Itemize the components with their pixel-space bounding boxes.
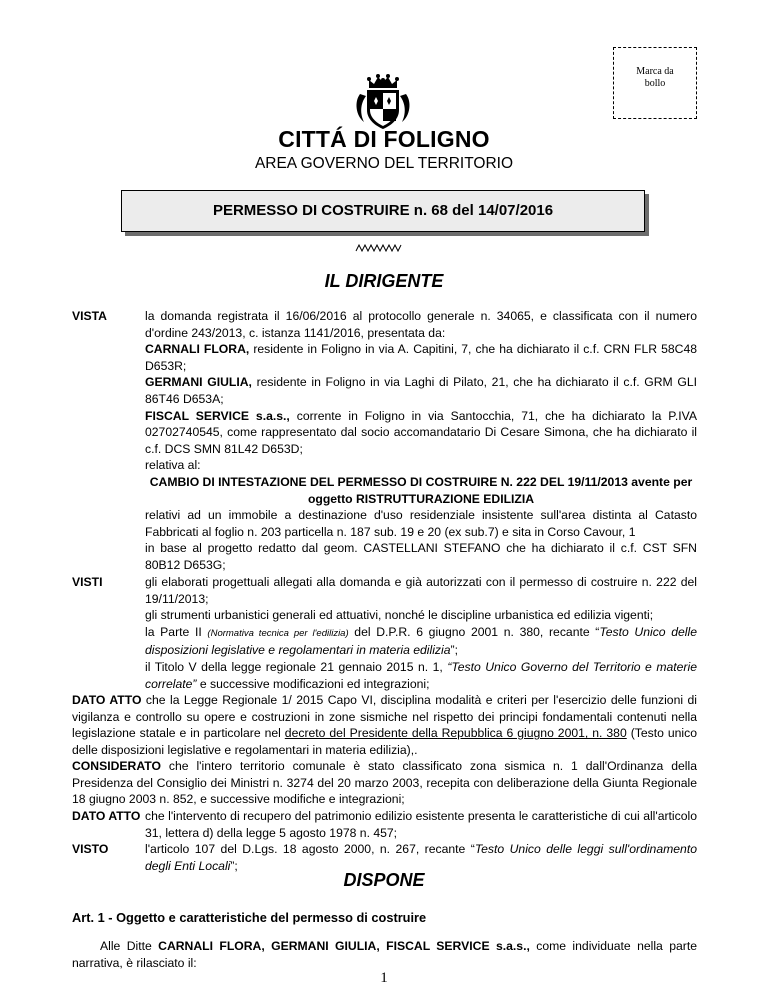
section-dato-atto-2: [145, 808, 697, 841]
label-considerato: CONSIDERATO: [72, 759, 161, 773]
article-names: CARNALI FLORA, GERMANI GIULIA, FISCAL SERVICE s.a.s.,: [158, 939, 530, 953]
visti-3-small: (Normativa tecnica per l'edilizia): [207, 627, 349, 639]
stamp-line-1: Marca da: [636, 66, 674, 77]
applicant-1-name: CARNALI FLORA,: [145, 342, 250, 357]
visti-4b: e successive modificazioni ed integrazioni;: [196, 676, 430, 691]
section-considerato: [72, 758, 697, 808]
article-alle: Alle Ditte: [100, 939, 159, 953]
applicant-2: [145, 374, 697, 407]
visto-italic: Testo Unico delle leggi sull'ordinamento degli Enti Locali: [145, 842, 697, 873]
applicant-3: [145, 408, 697, 458]
stamp-line-2: bollo: [644, 78, 666, 89]
city-name: CITTÁ DI FOLIGNO: [278, 126, 490, 152]
project-author: in base al progetto redatto dal geom. CASTELLANI STEFANO che ha dichiarato il c.f. CST SFN 80B12 D653G;: [145, 541, 697, 572]
visti-3c: ”;: [450, 643, 458, 658]
visto-a: l'articolo 107 del D.Lgs. 18 agosto 2000, n. 267, recante “: [145, 842, 475, 856]
visti-4-italic: “Testo Unico Governo del Territorio e materie correlate”: [145, 659, 697, 691]
applicant-1: [145, 341, 697, 374]
label-vista: VISTA: [72, 309, 107, 323]
applicant-3-details: corrente in Foligno in via Santocchia, 71, che ha dichiarato la P.IVA 02702740545, come rappresentato dal socio accomandatario Di Cesare Simona, che ha dichiarato il c.f. DCS SMN 81L42 D653D;: [145, 408, 697, 456]
permit-title: PERMESSO DI COSTRUIRE n. 68 del 14/07/2016: [212, 202, 554, 219]
property-description: relativi ad un immobile a destinazione d'uso residenziale insistente sull'area distinta al Catasto Fabbricati al foglio n. 203 particella n. 187 sub. 19 e 20 (ex sub.7) e sita in Corso Cavour, 1: [145, 508, 697, 539]
relativa-al: relativa al:: [145, 458, 201, 473]
considerato-text: che l'intero territorio comunale è stato classificato zona sismica n. 1 dall'Ordinanza della Presidenza del Consiglio dei Ministri n. 3274 del 20 marzo 2003, recepita con deliberazione della Giunta Regionale 18 giugno 2003 n. 852, e successive modifiche e integrazioni;: [72, 759, 697, 807]
label-visti: VISTI: [72, 575, 103, 589]
visti-3-italic: Testo Unico delle disposizioni legislative e regolamentari in materia edilizia: [145, 624, 697, 658]
vista-intro: la domanda registrata il 16/06/2016 al protocollo generale n. 34065, e classificata con il numero d'ordine 243/2013, c. istanza 1141/2016, presentata da:: [145, 309, 697, 340]
visti-3a: la Parte II: [145, 624, 208, 639]
heading-dispone: DISPONE: [343, 870, 425, 890]
label-dato-atto-1: DATO ATTO: [72, 693, 142, 707]
applicant-1-details: residente in Foligno in via A. Capitini, 7, che ha dichiarato il c.f. CRN FLR 58C48 D653R;: [145, 342, 697, 373]
cambio-line-2: oggetto RISTRUTTURAZIONE EDILIZIA: [307, 491, 535, 506]
heading-il-dirigente: IL DIRIGENTE: [324, 271, 444, 291]
article-1-title: Art. 1 - Oggetto e caratteristiche del permesso di costruire: [72, 910, 427, 925]
marca-da-bollo-box: [613, 47, 697, 119]
permit-title-box: [121, 190, 645, 232]
visti-3b: del D.P.R. 6 giugno 2001 n. 380, recante “: [348, 624, 600, 639]
label-visto: VISTO: [72, 842, 109, 856]
page-number: 1: [380, 970, 388, 986]
dpr-380-link[interactable]: decreto del Presidente della Repubblica 6 giugno 2001, n. 380: [284, 726, 627, 741]
department-name: AREA GOVERNO DEL TERRITORIO: [254, 155, 514, 172]
section-dato-atto-1: [72, 692, 697, 758]
dato-atto-1-text: che la Legge Regionale 1/ 2015 Capo VI, disciplina modalità e criteri per l'esercizio delle funzioni di vigilanza e controllo su opere e costruzioni in zone sismiche nel rispetto dei principi fondamentali contenuti nella legislazione statale e in particolare nel: [72, 693, 697, 741]
dato-atto-2-text: che l'intervento di recupero del patrimonio edilizio esistente presenta le caratteristiche di cui all'articolo 31, lettera d) della legge 5 agosto 1978 n. 457;: [145, 809, 697, 840]
applicant-2-details: residente in Foligno in via Laghi di Pilato, 21, che ha dichiarato il c.f. GRM GLI 86T46 D653A;: [145, 375, 697, 406]
cambio-line-1: CAMBIO DI INTESTAZIONE DEL PERMESSO DI COSTRUIRE N. 222 DEL 19/11/2013 avente per: [149, 474, 693, 489]
dato-atto-1-end: (Testo unico delle disposizioni legislative e regolamentari in materia edilizia),.: [72, 726, 697, 757]
visti-line-3: [145, 624, 697, 659]
visto-b: ”;: [230, 858, 238, 873]
article-rest: come individuate nella parte narrativa, è rilasciato il:: [72, 939, 698, 970]
applicant-3-name: FISCAL SERVICE s.a.s.,: [145, 408, 290, 423]
article-1-text: [72, 938, 697, 971]
visti-4a: il Titolo V della legge regionale 21 gennaio 2015 n. 1,: [145, 659, 448, 674]
visti-line-1: gli elaborati progettuali allegati alla domanda e già autorizzati con il permesso di costruire n. 222 del 19/11/2013;: [145, 575, 697, 606]
zigzag-divider-icon: [355, 244, 403, 252]
section-visti: [145, 574, 697, 692]
coat-of-arms-icon: [354, 72, 412, 132]
visti-line-2: gli strumenti urbanistici generali ed attuativi, nonché le discipline urbanistica ed edilizia vigenti;: [145, 608, 654, 623]
label-dato-atto-2: DATO ATTO: [72, 809, 141, 823]
applicant-2-name: GERMANI GIULIA,: [145, 375, 252, 390]
visti-line-4: [145, 659, 697, 692]
section-vista: [145, 308, 697, 574]
